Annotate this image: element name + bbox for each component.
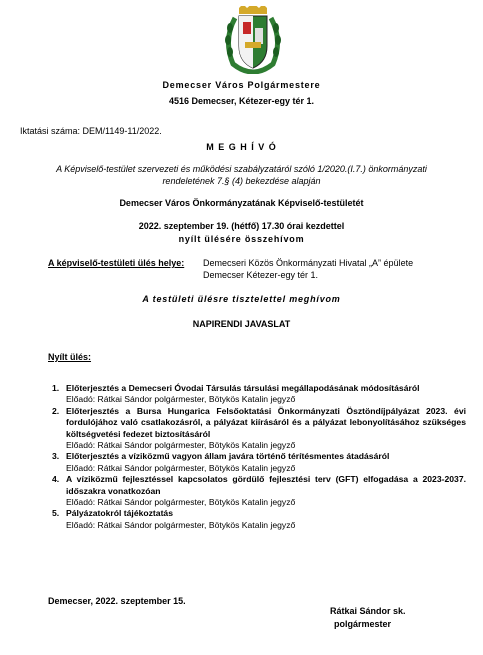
agenda-item-number: 1.: [52, 383, 60, 393]
agenda-list: [52, 383, 466, 531]
agenda-item: [52, 405, 466, 452]
venue-line2: Demecser Kétezer-egy tér 1.: [203, 270, 319, 280]
agenda-item-presenter: Előadó: Rátkai Sándor polgármester, Bötykös Katalin jegyző: [66, 394, 296, 405]
place-and-date: Demecser, 2022. szeptember 15.: [48, 596, 186, 606]
office-address: 4516 Demecser, Kétezer-egy tér 1.: [168, 96, 315, 106]
signature-name: Rátkai Sándor sk.: [330, 606, 406, 616]
agenda-item-number: 5.: [52, 508, 60, 519]
document-title: M E G H Í V Ó: [206, 142, 277, 152]
agenda-item-presenter: Előadó: Rátkai Sándor polgármester, Bötykös Katalin jegyző: [66, 497, 296, 508]
agenda-item-title: Előterjesztés a Demecseri Óvodai Társulás társulási megállapodásának módosításáról: [66, 383, 420, 393]
agenda-item-number: 2.: [52, 405, 60, 416]
agenda-item: [52, 451, 466, 474]
invitation-text: A testületi ülésre tisztelettel meghívom: [142, 294, 341, 304]
agenda-item-presenter: Előadó: Rátkai Sándor polgármester, Bötykös Katalin jegyző: [66, 519, 296, 530]
reference-number: Iktatási száma: DEM/1149-11/2022.: [20, 126, 162, 136]
agenda-item-number: 4.: [52, 474, 60, 485]
signature-role: polgármester: [334, 619, 392, 629]
agenda-item-title: Előterjesztés a víziközmű vagyon állam javára történő térítésmentes átadásáról: [66, 451, 390, 462]
agenda-item: [52, 383, 466, 406]
agenda-item: [52, 508, 466, 531]
agenda-item-presenter: Előadó: Rátkai Sándor polgármester, Bötykös Katalin jegyző: [66, 462, 296, 473]
agenda-item-title: Előterjesztés a Bursa Hungarica Felsőoktatási Önkormányzati Ösztöndíjpályázat 2023. évi fordulójához való csatlakozásról, a pályázat kiírásáról és a pályázat lebonyolításához szükséges költségvetési fedezet biztosításáról: [66, 405, 466, 439]
agenda-item-title: Pályázatokról tájékoztatás: [66, 508, 173, 519]
meeting-datetime: 2022. szeptember 19. (hétfő) 17.30 órai kezdettel: [138, 221, 345, 231]
office-name: Demecser Város Polgármestere: [162, 80, 321, 90]
agenda-item-presenter: Előadó: Rátkai Sándor polgármester, Bötykös Katalin jegyző: [66, 440, 296, 451]
agenda-item-number: 3.: [52, 451, 60, 462]
agenda-item-title: A víziközmű fejlesztéssel kapcsolatos gördülő fejlesztési terv (GFT) elfogadása a 2023-2037. időszakra vonatkozóan: [66, 474, 466, 496]
legal-basis-line1: A Képviselő-testület szervezeti és működési szabályzatáról szóló 1/2020.(I.7.) önkormányzati: [56, 164, 427, 174]
venue-label: A képviselő-testületi ülés helye:: [48, 258, 185, 268]
coat-of-arms-emblem: [221, 6, 285, 74]
session-call: nyílt ülésére összehívom: [178, 234, 305, 244]
open-session-label: Nyílt ülés:: [48, 352, 92, 362]
legal-basis-line2: rendeletének 7.§ (4) bekezdése alapján: [162, 176, 321, 186]
body-name: Demecser Város Önkormányzatának Képviselő-testületét: [119, 198, 364, 208]
agenda-title: NAPIRENDI JAVASLAT: [192, 319, 291, 329]
venue-line1: Demecseri Közös Önkormányzati Hivatal „A” épülete: [203, 258, 414, 268]
agenda-item: [52, 474, 466, 508]
